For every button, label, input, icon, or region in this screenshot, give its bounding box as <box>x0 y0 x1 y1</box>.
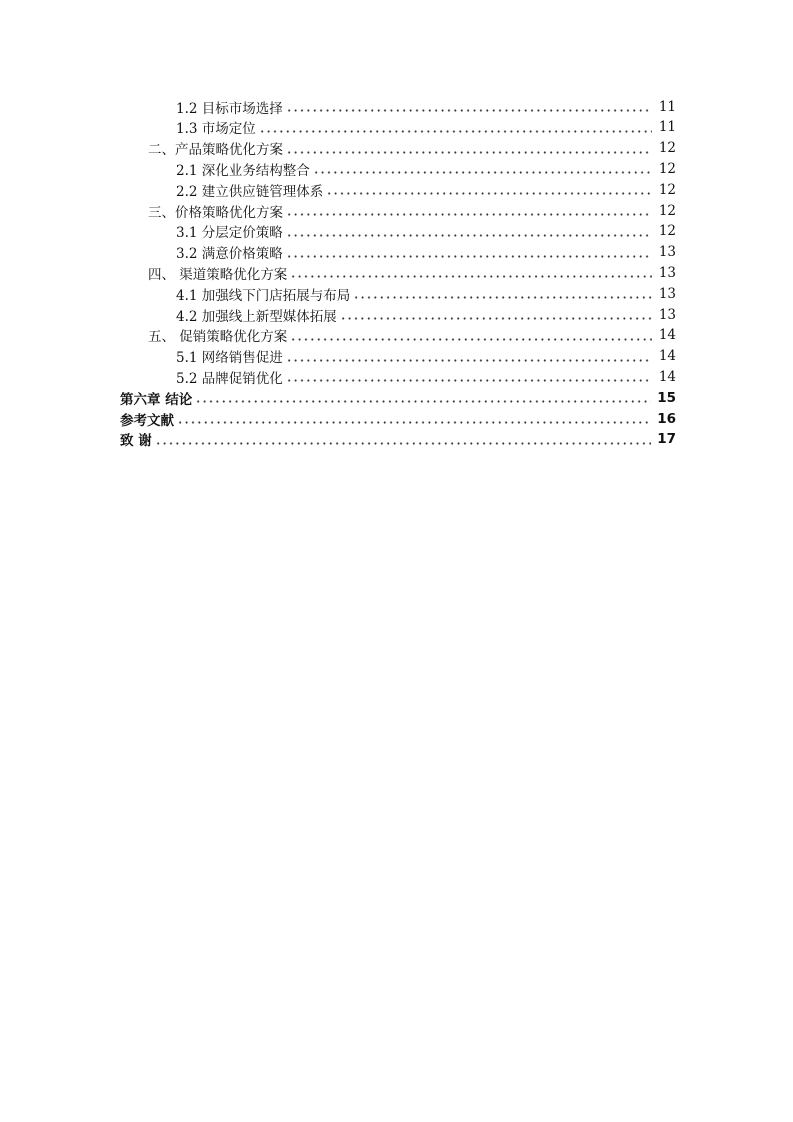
toc-entry-page-number: 14 <box>658 348 676 365</box>
toc-dot-leader <box>195 400 651 403</box>
toc-entry-title: 1.2 目标市场选择 <box>176 100 283 117</box>
toc-entry[interactable] <box>176 117 676 138</box>
toc-dot-leader <box>353 296 652 299</box>
toc-entry-title: 2.2 建立供应链管理体系 <box>176 183 324 200</box>
toc-entry[interactable] <box>120 429 676 450</box>
toc-entry-page-number: 13 <box>658 306 676 323</box>
toc-entry[interactable] <box>176 96 676 117</box>
toc-entry-title: 参考文献 <box>120 412 174 429</box>
toc-dot-leader <box>286 255 652 258</box>
toc-dot-leader <box>313 171 652 174</box>
toc-dot-leader <box>286 234 652 237</box>
toc-entry-page-number: 13 <box>658 285 676 302</box>
toc-dot-leader <box>326 192 652 195</box>
toc-entry[interactable] <box>148 200 676 221</box>
toc-entry[interactable] <box>148 325 676 346</box>
toc-entry-page-number: 13 <box>658 244 676 261</box>
toc-entry[interactable] <box>176 179 676 200</box>
toc-entry-page-number: 17 <box>657 431 676 448</box>
toc-entry-title: 二、产品策略优化方案 <box>148 142 283 159</box>
toc-entry-title: 第六章 结论 <box>120 391 193 408</box>
toc-entry-page-number: 14 <box>658 368 676 385</box>
toc-entry[interactable] <box>176 158 676 179</box>
toc-entry-title: 2.1 深化业务结构整合 <box>176 162 310 179</box>
toc-entry-page-number: 12 <box>658 160 676 177</box>
toc-dot-leader <box>259 130 652 133</box>
toc-entry[interactable] <box>148 138 676 159</box>
toc-entry-title: 4.2 加强线上新型媒体拓展 <box>176 308 337 325</box>
toc-dot-leader <box>155 442 652 445</box>
toc-entry-title: 4.1 加强线下门店拓展与布局 <box>176 287 351 304</box>
toc-entry-page-number: 16 <box>657 410 676 427</box>
toc-entry-title: 5.1 网络销售促进 <box>176 350 283 367</box>
toc-dot-leader <box>177 421 651 424</box>
toc-dot-leader <box>340 317 652 320</box>
toc-entry-title: 三、价格策略优化方案 <box>148 204 283 221</box>
toc-entry-page-number: 11 <box>658 98 676 115</box>
toc-entry[interactable] <box>176 221 676 242</box>
toc-entry[interactable] <box>120 387 676 408</box>
toc-dot-leader <box>286 359 652 362</box>
toc-entry-page-number: 12 <box>658 223 676 240</box>
toc-entry-title: 1.3 市场定位 <box>176 121 256 138</box>
toc-entry-page-number: 14 <box>658 327 676 344</box>
toc-entry[interactable] <box>176 242 676 263</box>
toc-entry[interactable] <box>120 408 676 429</box>
toc-entry-page-number: 11 <box>658 119 676 136</box>
toc-entry[interactable] <box>176 283 676 304</box>
toc-dot-leader <box>286 109 652 112</box>
toc-entry-page-number: 12 <box>658 181 676 198</box>
toc-entry[interactable] <box>176 346 676 367</box>
toc-dot-leader <box>286 151 652 154</box>
toc-entry-page-number: 12 <box>658 140 676 157</box>
toc-dot-leader <box>286 213 652 216</box>
toc-entry[interactable] <box>176 304 676 325</box>
toc-dot-leader <box>290 275 652 278</box>
toc-dot-leader <box>286 379 652 382</box>
toc-entry[interactable] <box>148 262 676 283</box>
toc-entry-page-number: 15 <box>657 389 676 406</box>
toc-entry-title: 3.2 满意价格策略 <box>176 246 283 263</box>
toc-entry-title: 致 谢 <box>120 433 152 450</box>
toc-entry[interactable] <box>176 366 676 387</box>
toc-entry-page-number: 12 <box>658 202 676 219</box>
toc-entry-title: 五、 促销策略优化方案 <box>148 329 288 346</box>
toc-entry-page-number: 13 <box>658 264 676 281</box>
toc-entry-title: 3.1 分层定价策略 <box>176 225 283 242</box>
toc-entry-title: 5.2 品牌促销优化 <box>176 370 283 387</box>
toc-entry-title: 四、 渠道策略优化方案 <box>148 266 288 283</box>
toc-dot-leader <box>290 338 652 341</box>
